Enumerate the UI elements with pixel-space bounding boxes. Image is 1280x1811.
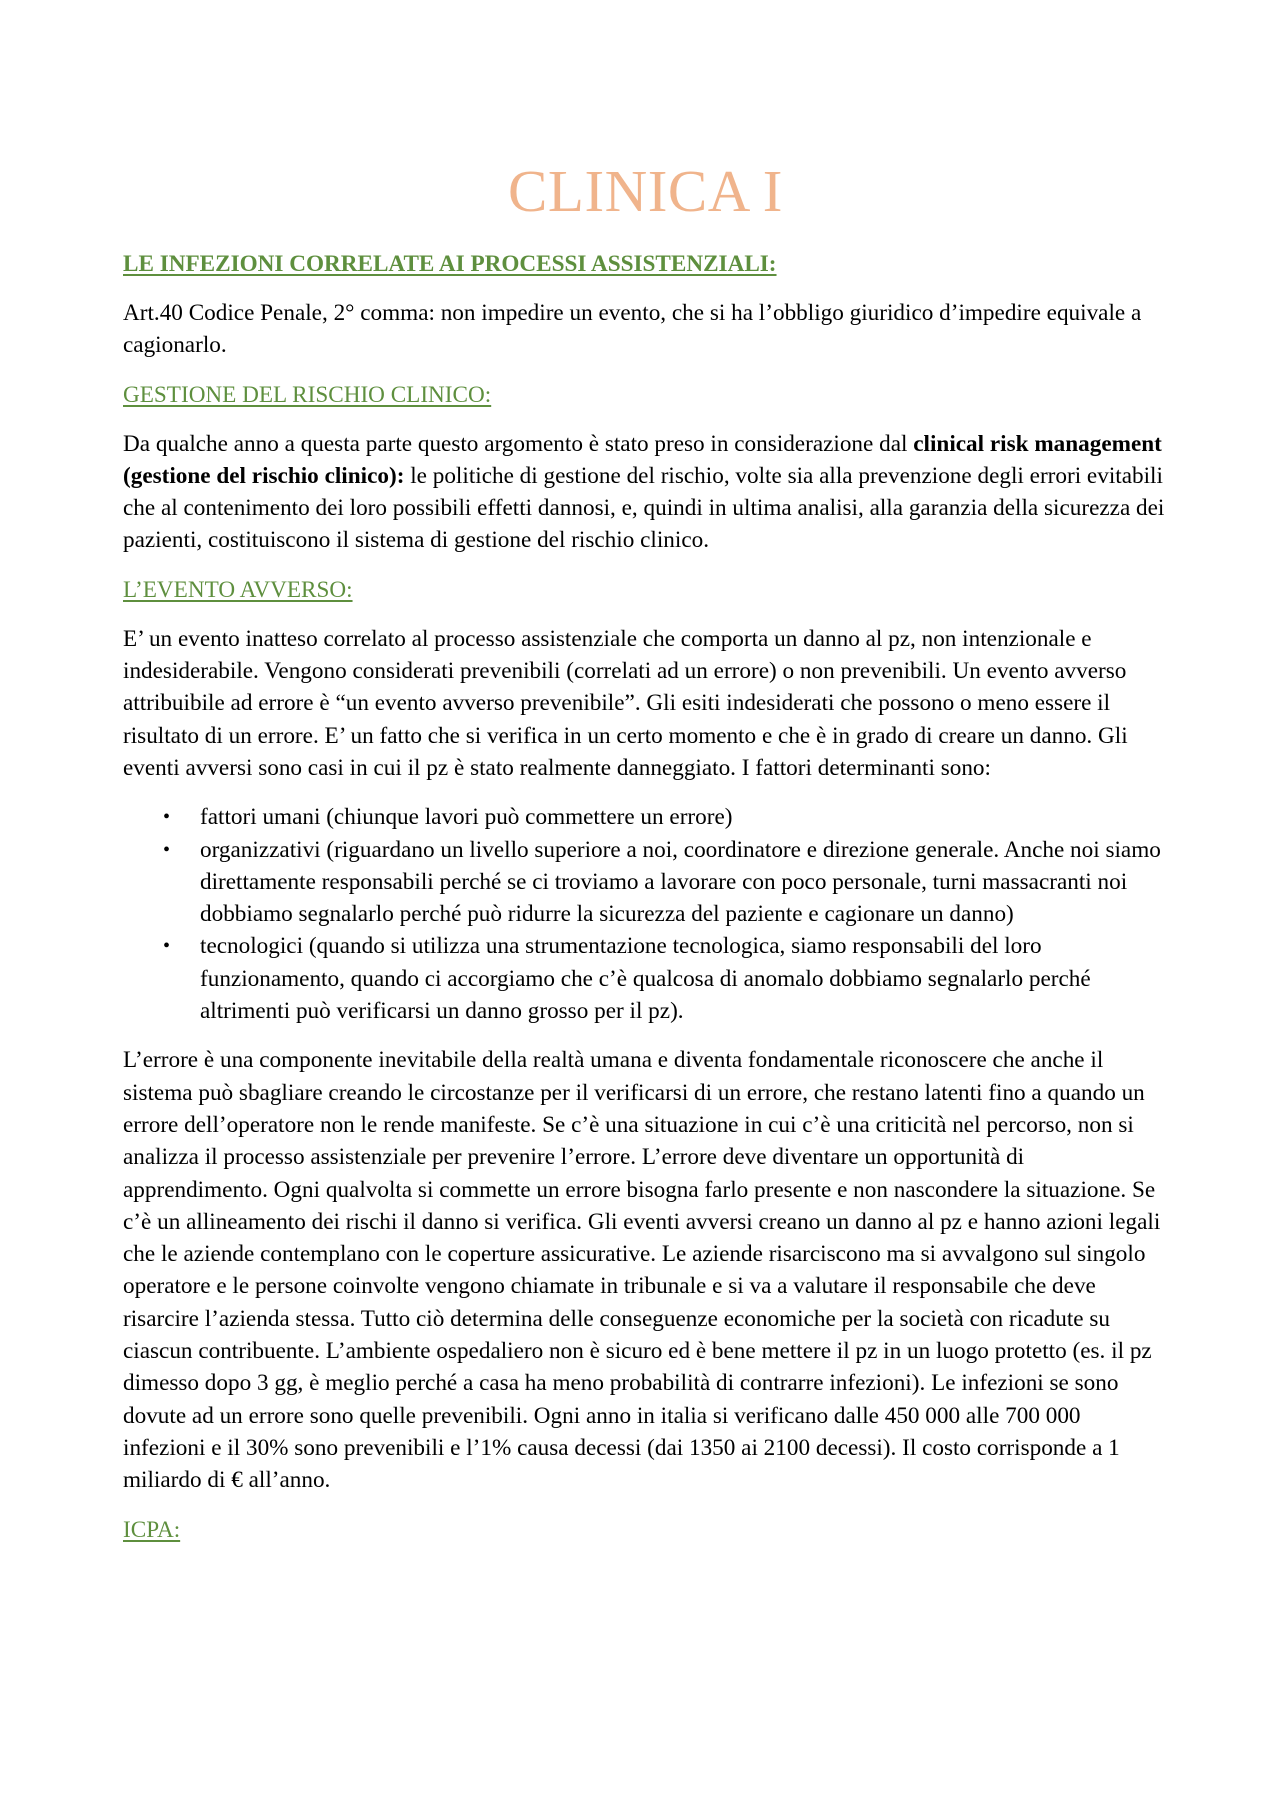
section-heading-evento-avverso: L’EVENTO AVVERSO: [123, 576, 353, 603]
document-title: CLINICA I [508, 158, 783, 224]
list-item [123, 834, 1168, 931]
paragraph-codice-penale: Art.40 Codice Penale, 2° comma: non impedire un evento, che si ha l’obbligo giuridico d’impedire equivale a cagionarlo. [123, 300, 1142, 359]
section-heading-gestione-rischio: GESTIONE DEL RISCHIO CLINICO: [123, 381, 492, 408]
bullet-icon: • [163, 838, 171, 861]
list-item-text: fattori umani (chiunque lavori può commettere un errore) [200, 804, 733, 831]
section-heading-icpa: ICPA: [123, 1516, 181, 1543]
paragraph-evento-avverso: E’ un evento inatteso correlato al processo assistenziale che comporta un danno al pz, non intenzionale e indesiderabile. Vengono considerati prevenibili (correlati ad un errore) o non prevenibili. Un evento avverso attribuibile ad errore è “un evento avverso prevenibile”. Gli esiti indesiderati che possono o meno essere il risultato di un errore. E’ un fatto che si verifica in un certo momento e che è in grado di creare un danno. Gli eventi avversi sono casi in cui il pz è stato realmente danneggiato. I fattori determinanti sono: [123, 625, 1128, 781]
bullet-list-fattori [123, 801, 1168, 1027]
paragraph-text: le politiche di gestione del rischio, volte sia alla prevenzione degli errori evitabili che al contenimento dei loro possibili effetti dannosi, e, quindi in ultima analisi, alla garanzia della sicurezza dei pazienti, costituiscono il sistema di gestione del rischio clinico. [123, 462, 1165, 554]
list-item-text: tecnologici (quando si utilizza una strumentazione tecnologica, siamo responsabili del loro funzionamento, quando ci accorgiamo che c’è qualcosa di anomalo dobbiamo segnalarlo perché altrimenti può verificarsi un danno grosso per il pz). [200, 933, 1091, 1025]
paragraph-gestione-rischio [123, 428, 1168, 557]
list-item-text: organizzativi (riguardano un livello superiore a noi, coordinatore e direzione generale. Anche noi siamo direttamente responsabili perché se ci troviamo a lavorare con poco personale, turni massacranti noi dobbiamo segnalarlo perché può ridurre la sicurezza del paziente e cagionare un danno) [200, 836, 1161, 928]
bullet-icon: • [163, 935, 171, 958]
bold-term: clinical risk management (gestione del rischio clinico): [123, 430, 1162, 489]
document-page [123, 150, 1168, 1563]
list-item [123, 801, 1168, 833]
paragraph-text: Da qualche anno a questa parte questo argomento è stato preso in considerazione dal [123, 430, 914, 457]
section-heading-infezioni: LE INFEZIONI CORRELATE AI PROCESSI ASSISTENZIALI: [123, 251, 777, 277]
list-item [123, 930, 1168, 1027]
paragraph-errore: L’errore è una componente inevitabile della realtà umana e diventa fondamentale riconoscere che anche il sistema può sbagliare creando le circostanze per il verificarsi di un errore, che restano latenti fino a quando un errore dell’operatore non le rende manifeste. Se c’è una situazione in cui c’è una criticità nel percorso, non si analizza il processo assistenziale per prevenire l’errore. L’errore deve diventare un opportunità di apprendimento. Ogni qualvolta si commette un errore bisogna farlo presente e non nascondere la situazione. Se c’è un allineamento dei rischi il danno si verifica. Gli eventi avversi creano un danno al pz e hanno azioni legali che le aziende contemplano con le coperture assicurative. Le aziende risarciscono ma si avvalgono sul singolo operatore e le persone coinvolte vengono chiamate in tribunale e si va a valutare il responsabile che deve risarcire l’azienda stessa. Tutto ciò determina delle conseguenze economiche per la società con ricadute su ciascun contribuente. L’ambiente ospedaliero non è sicuro ed è bene mettere il pz in un luogo protetto (es. il pz dimesso dopo 3 gg, è meglio perché a casa ha meno probabilità di contrarre infezioni). Le infezioni se sono dovute ad un errore sono quelle prevenibili. Ogni anno in italia si verificano dalle 450 000 alle 700 000 infezioni e il 30% sono prevenibili e l’1% causa decessi (dai 1350 ai 2100 decessi). Il costo corrisponde a 1 miliardo di € all’anno. [123, 1047, 1161, 1494]
bullet-icon: • [163, 806, 171, 829]
